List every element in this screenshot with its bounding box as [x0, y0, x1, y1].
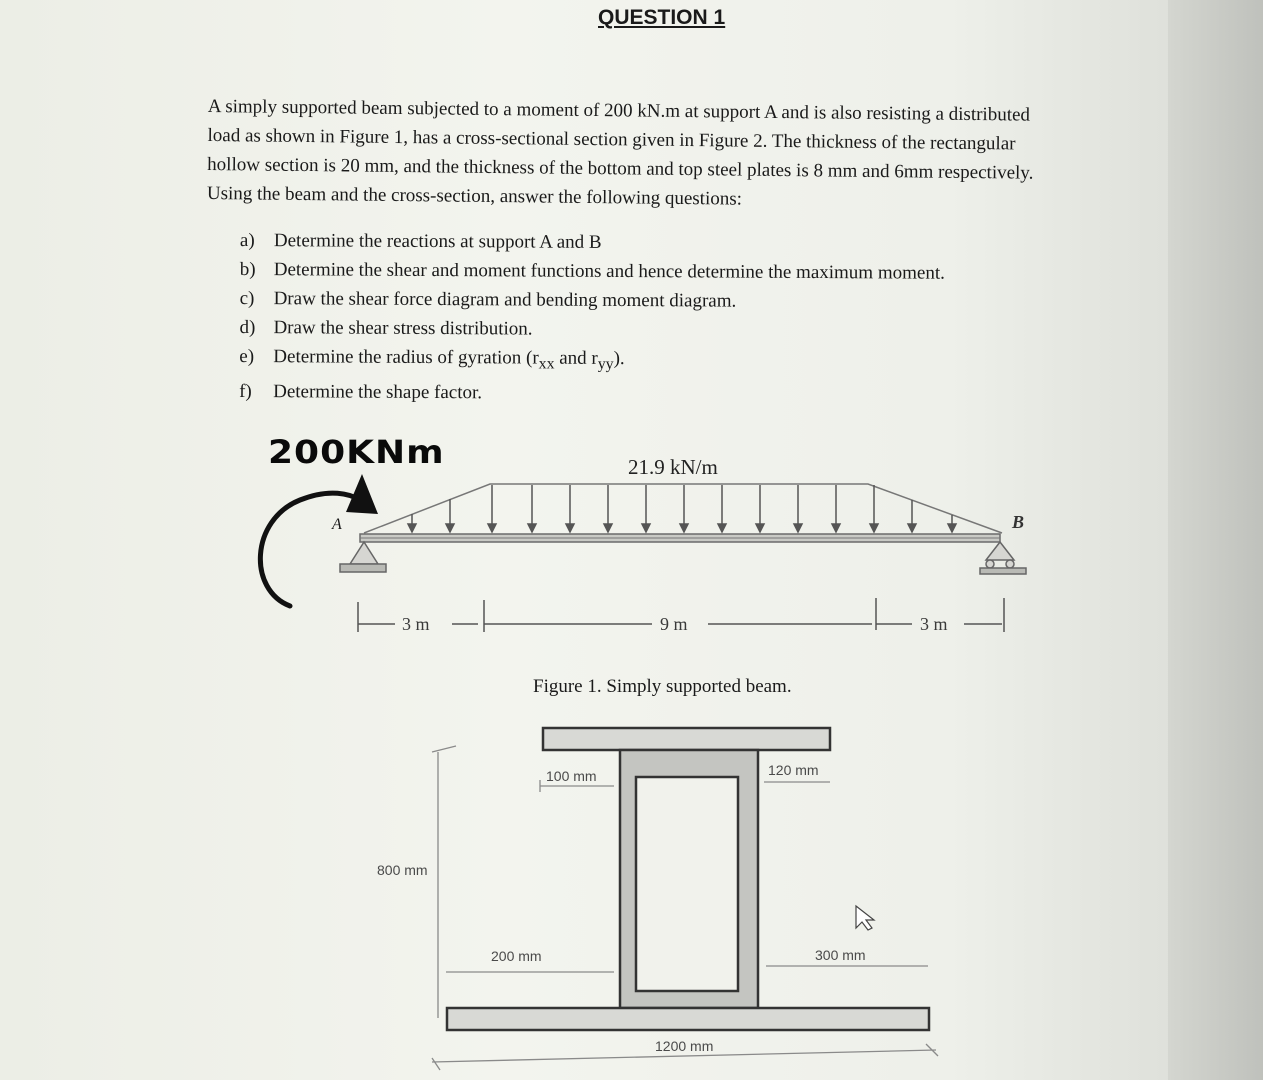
- question-item: d) Draw the shear stress distribution.: [239, 316, 533, 340]
- support-a-label: A: [332, 516, 342, 533]
- dim-top-left: 100 mm: [546, 768, 597, 784]
- question-item: a) Determine the reactions at support A and B: [239, 229, 602, 253]
- dim-label: 9 m: [660, 614, 688, 634]
- question-item: f) Determine the shape factor.: [239, 380, 483, 404]
- cursor-icon: [856, 906, 874, 930]
- question-item: b) Determine the shear and moment functions and hence determine the maximum moment.: [239, 258, 945, 284]
- bottom-plate: [447, 1008, 929, 1030]
- figure1-caption: Figure 1. Simply supported beam.: [533, 676, 792, 697]
- dim-bottom-left: 200 mm: [491, 948, 542, 964]
- dim-width: 1200 mm: [655, 1038, 714, 1054]
- dim-height: 800 mm: [377, 862, 428, 878]
- intro-line: A simply supported beam subjected to a moment of 200 kN.m at support A and is also resisting a distributed: [207, 95, 1031, 126]
- support-b-label: B: [1012, 512, 1025, 532]
- dim-label: 3 m: [920, 614, 948, 634]
- intro-line: load as shown in Figure 1, has a cross-sectional section given in Figure 2. The thickness of the rectangular: [207, 124, 1016, 155]
- intro-line: hollow section is 20 mm, and the thickness of the bottom and top steel plates is 8 mm and 6mm respectively.: [207, 153, 1034, 184]
- dim-bottom-right: 300 mm: [815, 947, 866, 963]
- moment-label: 200KNm: [268, 434, 445, 471]
- hollow-section-inner: [636, 777, 738, 991]
- question-item: c) Draw the shear force diagram and bending moment diagram.: [239, 287, 737, 312]
- top-plate: [543, 728, 830, 750]
- load-label: 21.9 kN/m: [628, 455, 718, 479]
- dim-label: 3 m: [402, 614, 430, 634]
- question-item: e) Determine the radius of gyration ($r_{xx}$ and $r_{yy}$).: [239, 345, 625, 373]
- question-title: QUESTION 1: [598, 6, 726, 29]
- dim-top-right: 120 mm: [768, 762, 819, 778]
- intro-line: Using the beam and the cross-section, answer the following questions:: [206, 182, 743, 210]
